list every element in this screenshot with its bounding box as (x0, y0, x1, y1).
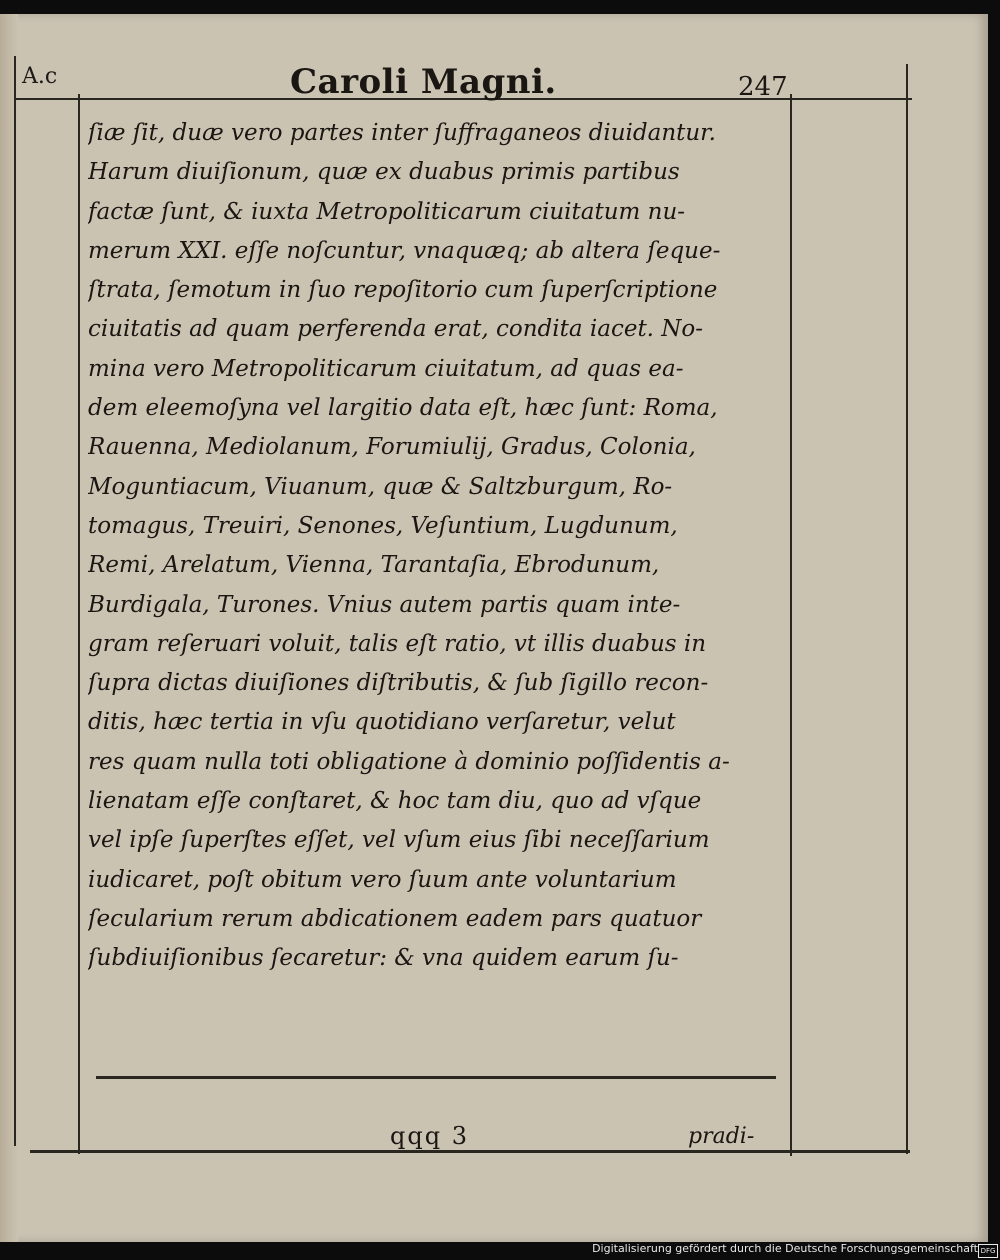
book-page (0, 14, 988, 1242)
text-line: Harum diuiſionum, quæ ex duabus primis partibus (88, 159, 680, 186)
text-block (88, 114, 788, 979)
frame-bottom-rule (30, 1150, 910, 1153)
text-line: ſtrata, ſemotum in ſuo repoſitorio cum ſuperſcriptione (88, 277, 718, 304)
frame-inner-right-rule (790, 94, 792, 1156)
text-line: Burdigala, Turones. Vnius autem partis quam inte- (88, 591, 681, 618)
text-line: mina vero Metropoliticarum ciuitatum, ad quas ea- (88, 355, 684, 382)
text-line: Rauenna, Mediolanum, Forumiulij, Gradus, Colonia, (88, 434, 696, 461)
margin-mark: A.c (22, 64, 58, 89)
text-line: res quam nulla toti obligatione à dominio poſſidentis a- (88, 748, 730, 775)
text-line: lienatam eſſe conſtaret, & hoc tam diu, quo ad vſque (88, 788, 702, 815)
signature-mark: qqq 3 (390, 1122, 469, 1150)
text-line: ditis, hæc tertia in vſu quotidiano verſaretur, velut (88, 709, 676, 736)
text-line: vel ipſe ſuperſtes eſſet, vel vſum eius ſibi neceſſarium (88, 827, 710, 854)
dfg-logo-icon: DFG (978, 1244, 998, 1258)
text-line: iudicaret, poſt obitum vero ſuum ante voluntarium (88, 866, 677, 893)
running-head: Caroli Magni. (290, 62, 557, 102)
text-line: factæ ſunt, & iuxta Metropoliticarum ciuitatum nu- (88, 198, 686, 225)
text-line: gram reſeruari voluit, talis eſt ratio, vt illis duabus in (88, 630, 707, 657)
text-line: Remi, Arelatum, Vienna, Tarantaſia, Ebrodunum, (88, 552, 660, 579)
page-number: 247 (738, 72, 788, 102)
text-line: Moguntiacum, Viuanum, quæ & Saltzburgum, Ro- (88, 473, 673, 500)
digitization-credit: Digitalisierung gefördert durch die Deutsche Forschungsgemeinschaft (592, 1242, 978, 1255)
text-line: tomagus, Treuiri, Senones, Veſuntium, Lugdunum, (88, 512, 678, 539)
text-line: ſupra dictas diuiſiones diſtributis, & ſub ſigillo recon- (88, 670, 709, 697)
frame-inner-left-rule (78, 94, 80, 1154)
text-bottom-rule (96, 1076, 776, 1079)
frame-outer-right-rule (906, 64, 908, 1154)
text-line: ſecularium rerum abdicationem eadem pars quatuor (88, 905, 702, 932)
text-line: merum XXI. eſſe noſcuntur, vnaquæq; ab altera ſeque- (88, 237, 721, 264)
text-line: ciuitatis ad quam perferenda erat, condita iacet. No- (88, 316, 704, 343)
text-line: ſiæ ſit, duæ vero partes inter ſuffraganeos diuidantur. (88, 120, 716, 146)
catchword: pradi- (688, 1124, 755, 1149)
text-line: dem eleemoſyna vel largitio data eſt, hæc ſunt: Roma, (88, 395, 718, 422)
text-line: ſubdiuiſionibus ſecaretur: & vna quidem earum ſu- (88, 945, 679, 972)
frame-outer-left-rule (14, 56, 16, 1146)
